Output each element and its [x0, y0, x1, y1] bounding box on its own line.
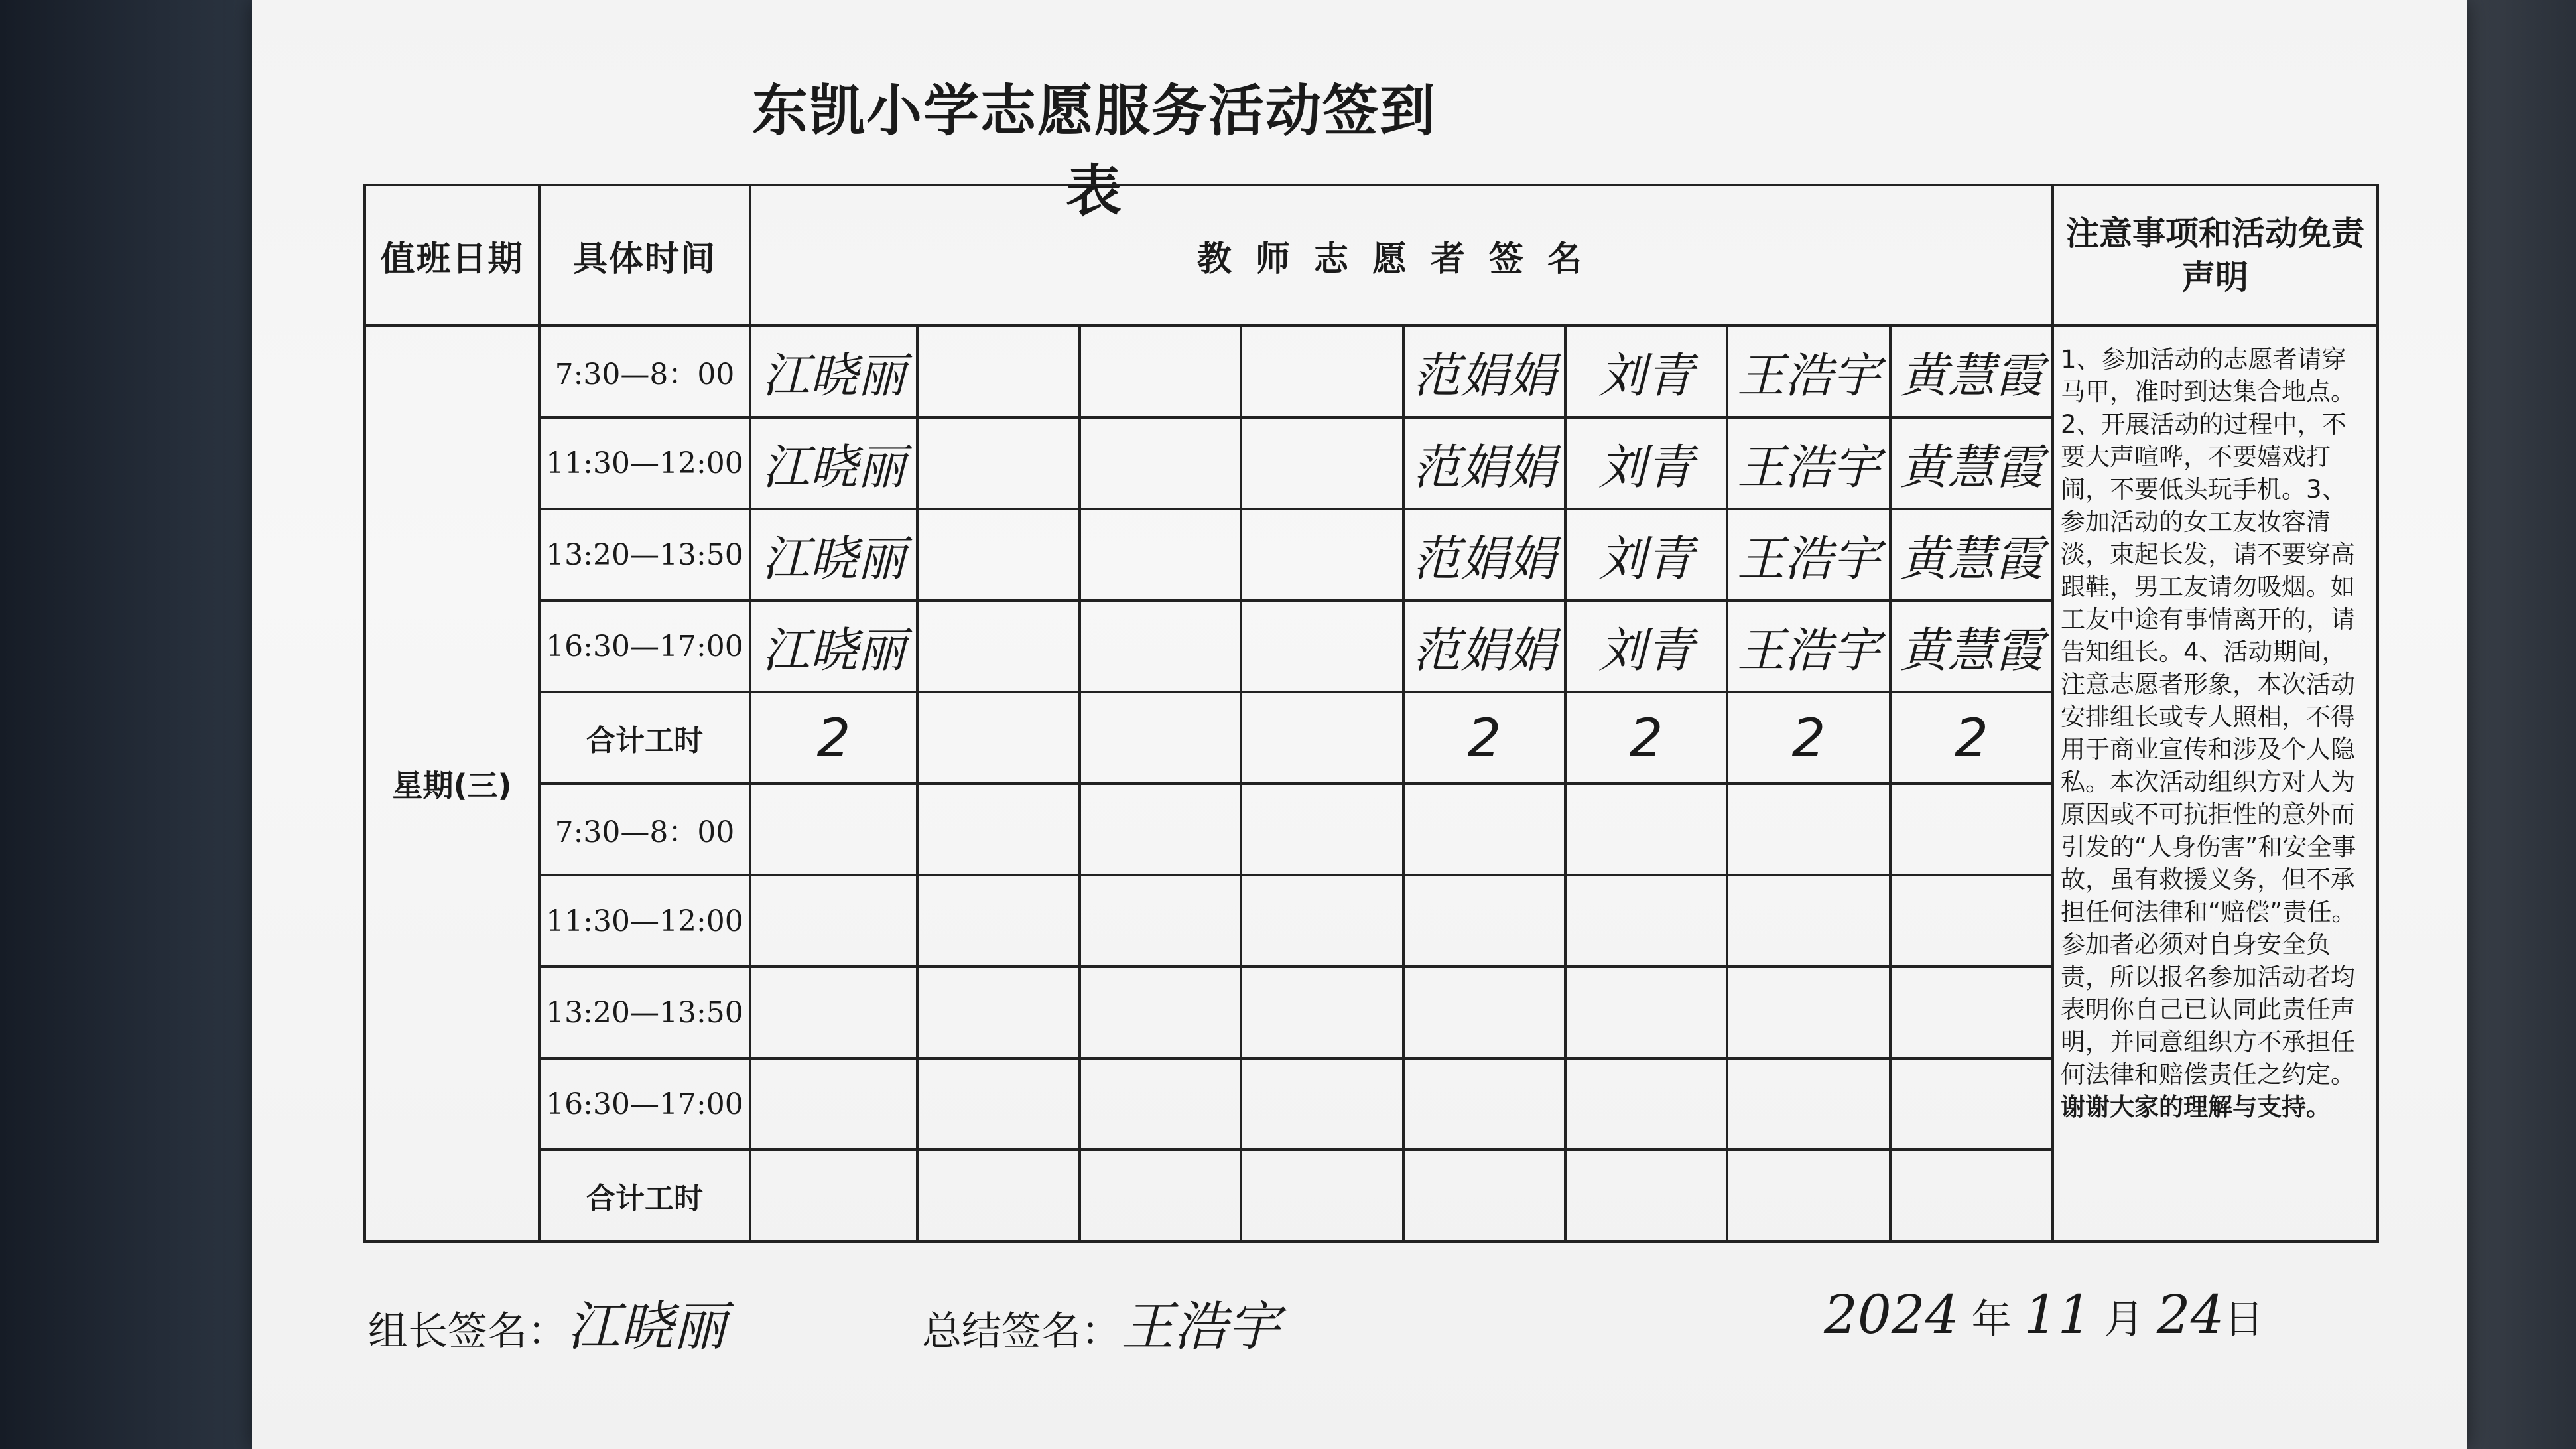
signature-cell: 黄慧霞 [1890, 417, 2053, 509]
leader-signature-block [368, 1284, 726, 1360]
signature-cell: 刘青 [1565, 509, 1727, 600]
date-day: 24 [2156, 1284, 2224, 1346]
empty-cell [750, 1058, 917, 1150]
empty-cell [750, 967, 917, 1058]
hours-cell: 2 [1727, 692, 1890, 784]
empty-cell [1565, 875, 1727, 967]
empty-cell [1727, 1058, 1890, 1150]
date-month: 11 [2024, 1284, 2092, 1346]
summary-signature: 王浩宇 [1121, 1296, 1280, 1357]
notice-thanks: 谢谢大家的理解与支持。 [2061, 1093, 2331, 1121]
empty-cell [1727, 967, 1890, 1058]
empty-cell [917, 326, 1080, 417]
signature-cell: 黄慧霞 [1890, 600, 2053, 692]
duty-date-header: 值班日期 [365, 185, 539, 326]
signature-cell: 范娟娟 [1403, 509, 1565, 600]
empty-cell [1565, 1150, 1727, 1241]
empty-cell [1565, 1058, 1727, 1150]
hours-cell: 2 [750, 692, 917, 784]
signature-cell: 黄慧霞 [1890, 326, 2053, 417]
empty-cell [1241, 1058, 1403, 1150]
document-title: 东凯小学志愿服务活动签到表 [751, 78, 1437, 224]
empty-cell [1403, 1150, 1565, 1241]
empty-cell [1080, 875, 1241, 967]
empty-cell [1080, 417, 1241, 509]
empty-cell [1080, 1150, 1241, 1241]
time-slot-cell: 13:20—13:50 [539, 967, 750, 1058]
empty-cell [1241, 875, 1403, 967]
date-year-unit: 年 [1971, 1296, 2012, 1343]
time-slot-cell: 7:30—8：00 [539, 326, 750, 417]
date-month-unit: 月 [2104, 1296, 2144, 1343]
desk-background-right [2457, 0, 2576, 1449]
hours-cell: 2 [1403, 692, 1565, 784]
time-slot-cell: 11:30—12:00 [539, 875, 750, 967]
time-slot-cell: 16:30—17:00 [539, 600, 750, 692]
signature-cell: 王浩宇 [1727, 509, 1890, 600]
empty-cell [1890, 967, 2053, 1058]
signature-cell: 王浩宇 [1727, 600, 1890, 692]
empty-cell [1890, 1150, 2053, 1241]
empty-cell [1080, 784, 1241, 875]
empty-cell [1080, 967, 1241, 1058]
empty-cell [1403, 967, 1565, 1058]
empty-cell [917, 600, 1080, 692]
empty-cell [750, 1150, 917, 1241]
table-row [365, 326, 2378, 417]
signature-cell: 范娟娟 [1403, 326, 1565, 417]
signature-cell: 刘青 [1565, 417, 1727, 509]
hours-cell: 2 [1890, 692, 2053, 784]
empty-cell [1080, 1058, 1241, 1150]
empty-cell [750, 784, 917, 875]
notice-text: 1、参加活动的志愿者请穿马甲，准时到达集合地点。2、开展活动的过程中，不要大声喧哗，不要嬉戏打闹，不要低头玩手机。3、参加活动的女工友妆容清淡，束起长发，请不要穿高跟鞋，男工友请勿吸烟。如工友中途有事情离开的，请告知组长。4、活动期间，注意志愿者形象，本次活动安排组长或专人照相，不得用于商业宣传和涉及个人隐私。本次活动组织方对人为原因或不可抗拒性的意外而引发的“人身伤害”和安全事故，虽有救援义务，但不承担任何法律和“赔偿”责任。参加者必须对自身安全负责，所以报名参加活动者均表明你自己已认同此责任声明，并同意组织方不承担任何法律和赔偿责任之约定。 [2061, 345, 2356, 1089]
desk-background-left [0, 0, 252, 1449]
signature-cell: 王浩宇 [1727, 326, 1890, 417]
empty-cell [1403, 875, 1565, 967]
signature-cell: 江晓丽 [750, 509, 917, 600]
summary-signature-label: 总结签名： [922, 1308, 1121, 1355]
empty-cell [1080, 509, 1241, 600]
signature-cell: 范娟娟 [1403, 600, 1565, 692]
notice-disclaimer-cell [2053, 326, 2378, 1241]
hours-cell: 2 [1565, 692, 1727, 784]
empty-cell [1727, 875, 1890, 967]
signature-cell: 王浩宇 [1727, 417, 1890, 509]
empty-cell [1241, 509, 1403, 600]
empty-cell [1080, 692, 1241, 784]
empty-cell [1241, 417, 1403, 509]
empty-cell [917, 692, 1080, 784]
time-slot-cell: 16:30—17:00 [539, 1058, 750, 1150]
empty-cell [1241, 692, 1403, 784]
empty-cell [1403, 1058, 1565, 1150]
day-of-week-cell: 星期(三) [365, 326, 539, 1241]
time-header: 具体时间 [539, 185, 750, 326]
empty-cell [1241, 326, 1403, 417]
empty-cell [917, 417, 1080, 509]
signature-cell: 江晓丽 [750, 417, 917, 509]
empty-cell [1241, 1150, 1403, 1241]
date-block [1824, 1284, 2264, 1346]
signature-cell: 刘青 [1565, 326, 1727, 417]
signature-cell: 范娟娟 [1403, 417, 1565, 509]
empty-cell [1890, 1058, 2053, 1150]
date-year: 2024 [1824, 1284, 1959, 1346]
empty-cell [1241, 600, 1403, 692]
sign-in-table-wrapper [363, 184, 2376, 1239]
empty-cell [917, 1058, 1080, 1150]
empty-cell [1403, 784, 1565, 875]
empty-cell [1565, 967, 1727, 1058]
leader-signature: 江晓丽 [567, 1296, 726, 1357]
date-day-unit: 日 [2224, 1296, 2264, 1343]
empty-cell [1241, 967, 1403, 1058]
notice-header: 注意事项和活动免责声明 [2053, 185, 2378, 326]
table-header-row [365, 185, 2378, 326]
time-slot-cell: 13:20—13:50 [539, 509, 750, 600]
subtotal-label-cell: 合计工时 [539, 692, 750, 784]
empty-cell [917, 784, 1080, 875]
empty-cell [917, 967, 1080, 1058]
sign-in-table [363, 184, 2379, 1243]
empty-cell [917, 1150, 1080, 1241]
empty-cell [1890, 875, 2053, 967]
summary-signature-block [922, 1284, 1280, 1360]
signature-cell: 江晓丽 [750, 600, 917, 692]
signature-cell: 江晓丽 [750, 326, 917, 417]
empty-cell [1727, 784, 1890, 875]
empty-cell [1727, 1150, 1890, 1241]
empty-cell [750, 875, 917, 967]
signature-cell: 黄慧霞 [1890, 509, 2053, 600]
empty-cell [1241, 784, 1403, 875]
empty-cell [1080, 600, 1241, 692]
empty-cell [1565, 784, 1727, 875]
empty-cell [1080, 326, 1241, 417]
signature-cell: 刘青 [1565, 600, 1727, 692]
subtotal-label-cell: 合计工时 [539, 1150, 750, 1241]
volunteer-signatures-header: 教师志愿者签名 [750, 185, 2053, 326]
empty-cell [1890, 784, 2053, 875]
leader-signature-label: 组长签名： [368, 1308, 567, 1355]
time-slot-cell: 7:30—8：00 [539, 784, 750, 875]
empty-cell [917, 875, 1080, 967]
empty-cell [917, 509, 1080, 600]
time-slot-cell: 11:30—12:00 [539, 417, 750, 509]
